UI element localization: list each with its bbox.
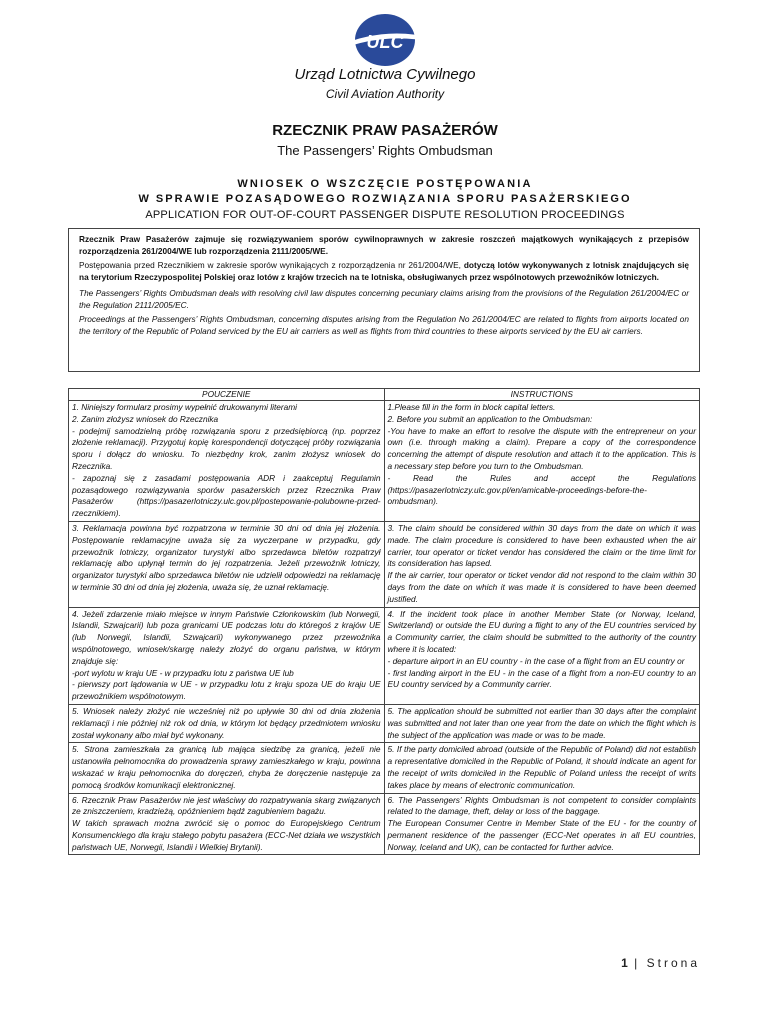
instruction-text: 1.Please fill in the form in block capital letters. <box>387 402 556 412</box>
instructions-row <box>69 793 700 855</box>
instruction-text: 4. If the incident took place in another Member State (or Norway, Iceland, Switzerland) or outside the EU during a flight to any of the EU countries serviced by a Community carrier, the claim should be submitted to the authority of the country where it is located: <box>387 608 696 654</box>
instructions-cell-en <box>384 521 700 607</box>
instruction-text: 4. Jeżeli zdarzenie miało miejsce w innym Państwie Członkowskim (lub Norwegii, Islandii, Szwajcarii) lub poza granicami UE podczas lotu do któregoś z krajów UE (lub Norwegii, Islandii, Szwajcarii) wykonywanego przez przewoźnika wspólnotowego, wniosek/skargę należy złożyć do organu państwa, w którym znajduje się: <box>72 608 381 666</box>
instructions-row <box>69 607 700 704</box>
instruction-text: - pierwszy port lądowania w UE - w przypadku lotu z kraju spoza UE do kraju UE przewoźnikiem wspólnotowym. <box>72 679 381 702</box>
form-title-line-2: W SPRAWIE POZASĄDOWEGO ROZWIĄZANIA SPORU PASAŻERSKIEGO <box>138 193 632 205</box>
intro-pl-2 <box>79 259 689 283</box>
instruction-text: -You have to make an effort to resolve the dispute with the entrepreneur on your own (i.e. through making a claim). Prepare a copy of the correspondence concerning the attempt of dispute resolution and attach it to the application. This is a necessary step before you turn to the Ombudsman. <box>387 425 696 471</box>
instructions-row <box>69 521 700 607</box>
instruction-text: - podejmij samodzielną próbę rozwiązania sporu z przedsiębiorcą (np. poprzez złożenie reklamacji). Przygotuj kopię korespondencji dotyczącej próby rozwiązania sporu i dołącz do wniosku. To niezbędny krok, zanim złożysz wniosek do Rzecznika. <box>72 425 381 471</box>
instructions-cell-pl <box>69 521 385 607</box>
intro-en-2: Proceedings at the Passengers’ Rights Ombudsman, concerning disputes arising from the Regulation No 261/2004/EC are related to flights from airports located on the territory of the Republic of Poland serviced by the EU air carriers as well as flights from third countries to these airports serviced by the EU air carriers. <box>79 314 689 336</box>
instructions-cell-en <box>384 607 700 704</box>
document-title: RZECZNIK PRAW PASAŻERÓW <box>272 122 498 139</box>
instruction-text: 1. Niniejszy formularz prosimy wypełnić drukowanymi literami <box>72 402 298 412</box>
instructions-cell-en <box>384 704 700 742</box>
instructions-cell-pl <box>69 607 385 704</box>
instruction-text: - Read the Rules and accept the Regulations (https://pasazerlotniczy.ulc.gov.pl/en/amicable-proceedings-before-the-ombudsman). <box>387 472 696 507</box>
intro-box <box>68 228 700 372</box>
instructions-row <box>69 704 700 742</box>
instruction-text: 5. Strona zamieszkała za granicą lub mająca siedzibę za granicą, jeżeli nie ustanowiła pełnomocnika do prowadzenia sprawy zamieszkałego w kraju, powinna wskazać w kraju pełnomocnika do doręczeń, chyba że doręczenie następuje za pomocą środków komunikacji elektronicznej. <box>72 744 381 790</box>
instruction-text: The European Consumer Centre in Member State of the EU - for the country of permanent residence of the passenger (ECC-Net operates in all EU countries, Norway, Iceland and UK), can be contacted for further advice. <box>387 818 696 852</box>
form-title-line-1: WNIOSEK O WSZCZĘCIE POSTĘPOWANIA <box>237 178 533 190</box>
instruction-text: - first landing airport in the EU - in the case of a flight from a non-EU country to an EU country serviced by a Community carrier. <box>387 667 696 690</box>
instruction-text: If the air carrier, tour operator or ticket vendor did not respond to the claim within 30 days from the date on which it was made it is considered to have been deemed justified. <box>387 570 696 604</box>
instruction-text: 5. Wniosek należy złożyć nie wcześniej niż po upływie 30 dni od dnia złożenia reklamacji i nie później niż rok od dnia, w którym lot będący przedmiotem wniosku został wykonany albo miał być wykonany. <box>72 705 381 740</box>
instructions-row <box>69 401 700 522</box>
page-footer <box>621 956 700 970</box>
instructions-header-pl: POUCZENIE <box>69 389 385 401</box>
instructions-cell-pl <box>69 704 385 742</box>
instructions-cell-en <box>384 793 700 855</box>
instructions-cell-pl <box>69 793 385 855</box>
instructions-table <box>68 388 700 855</box>
instructions-cell-en <box>384 401 700 522</box>
instruction-text: -port wylotu w kraju UE - w przypadku lotu z państwa UE lub <box>72 667 294 678</box>
intro-en-1: The Passengers’ Rights Ombudsman deals with resolving civil law disputes concerning pecuniary claims arising from the provisions of the Regulation 261/2004/EC or the Regulation 2111/2005/EC. <box>79 288 689 310</box>
page-word: Strona <box>646 956 700 970</box>
form-title-en: APPLICATION FOR OUT-OF-COURT PASSENGER DISPUTE RESOLUTION PROCEEDINGS <box>145 209 625 221</box>
org-name-en: Civil Aviation Authority <box>325 87 445 101</box>
instruction-text: W takich sprawach można zwrócić się o pomoc do Europejskiego Centrum Konsumenckiego dla kraju stałego pobytu pasażera (ECC-Net działa we wszystkich państwach UE, Norwegii, Islandii i Wielkiej Brytanii). <box>72 818 381 852</box>
instruction-text: 6. Rzecznik Praw Pasażerów nie jest właściwy do rozpatrywania skarg związanych ze zniszczeniem, kradzieżą, opóźnieniem bądź zagubieniem bagażu. <box>72 794 381 817</box>
instructions-row <box>69 743 700 793</box>
ulc-logo <box>334 12 436 68</box>
instruction-text: 3. Reklamacja powinna być rozpatrzona w terminie 30 dni od dnia jej złożenia. Postępowanie reklamacyjne uważa się za wyczerpane w przypadku, gdy przewoźnik lotniczy, organizator turystyki albo sprzedawca biletów rozpatrzył reklamację albo upłynął termin do jej rozpatrzenia. Jeżeli przewoźnik lotniczy, organizator turystyki albo sprzedawca biletów nie udzielił odpowiedzi na reklamację w terminie 30 dni od dnia jej złożenia, uważa się, że uznał reklamację. <box>72 522 381 592</box>
instruction-text: 6. The Passengers’ Rights Ombudsman is not competent to consider complaints related to the damage, theft, delay or loss of the baggage. <box>387 794 696 817</box>
instructions-cell-pl <box>69 743 385 793</box>
instruction-text: - departure airport in an EU country - in the case of a flight from an EU country or <box>387 655 685 666</box>
intro-pl-2b: dotyczą lotów wykonywanych z lotnisk znajdujących się na terytorium Rzeczypospolitej Polskiej oraz lotów z krajów trzecich na te lotniska, obsługiwanych przez wspólnotowych przewoźników lotniczych. <box>79 260 689 282</box>
instructions-cell-pl <box>69 401 385 522</box>
instructions-header-en: INSTRUCTIONS <box>384 389 700 401</box>
instruction-text: 5. The application should be submitted not earlier than 30 days after the complaint was submitted and not later than one year from the date on which the flight which is the subject of the application was made or was to be made. <box>387 705 696 740</box>
intro-pl-1: Rzecznik Praw Pasażerów zajmuje się rozwiązywaniem sporów cywilnoprawnych w zakresie roszczeń majątkowych wynikających z przepisów rozporządzenia 261/2004/WE lub rozporządzenia 2111/2005/WE. <box>79 234 689 256</box>
instructions-body <box>69 401 700 855</box>
page-separator: | <box>634 956 641 970</box>
instruction-text: 2. Before you submit an application to the Ombudsman: <box>387 413 593 424</box>
org-name-pl: Urząd Lotnictwa Cywilnego <box>294 66 476 83</box>
document-subtitle: The Passengers’ Rights Ombudsman <box>277 143 493 158</box>
instruction-text: - zapoznaj się z zasadami postępowania ADR i zaakceptuj Regulamin pozasądowego rozwiązywania sporów pasażerskich przez Rzecznika Praw Pasażerów (https://pasazerlotniczy.ulc.gov.pl/postepowanie-polubowne-przed-rzecznikiem). <box>72 472 381 519</box>
logo-letters: ULC <box>366 32 404 52</box>
intro-pl-2a: Postępowania przed Rzecznikiem w zakresie sporów wynikających z rozporządzenia nr 261/2004/WE, <box>79 260 464 270</box>
instruction-text: 5. If the party domiciled abroad (outside of the Republic of Poland) did not establish a representative domiciled in the Republic of Poland, it should indicate an agent for the receipt of writs domiciled in the Republic of Poland unless the receipt of writs takes place by means of electronic communication. <box>387 744 696 790</box>
instruction-text: 2. Zanim złożysz wniosek do Rzecznika <box>72 413 219 424</box>
page-number: 1 <box>621 956 628 970</box>
instructions-cell-en <box>384 743 700 793</box>
instruction-text: 3. The claim should be considered within 30 days from the date on which it was made. The claim procedure is considered to have been exhausted when the air carrier, tour operator or ticket vendor has considered the claim or the time limit for its consideration has lapsed. <box>387 522 696 569</box>
